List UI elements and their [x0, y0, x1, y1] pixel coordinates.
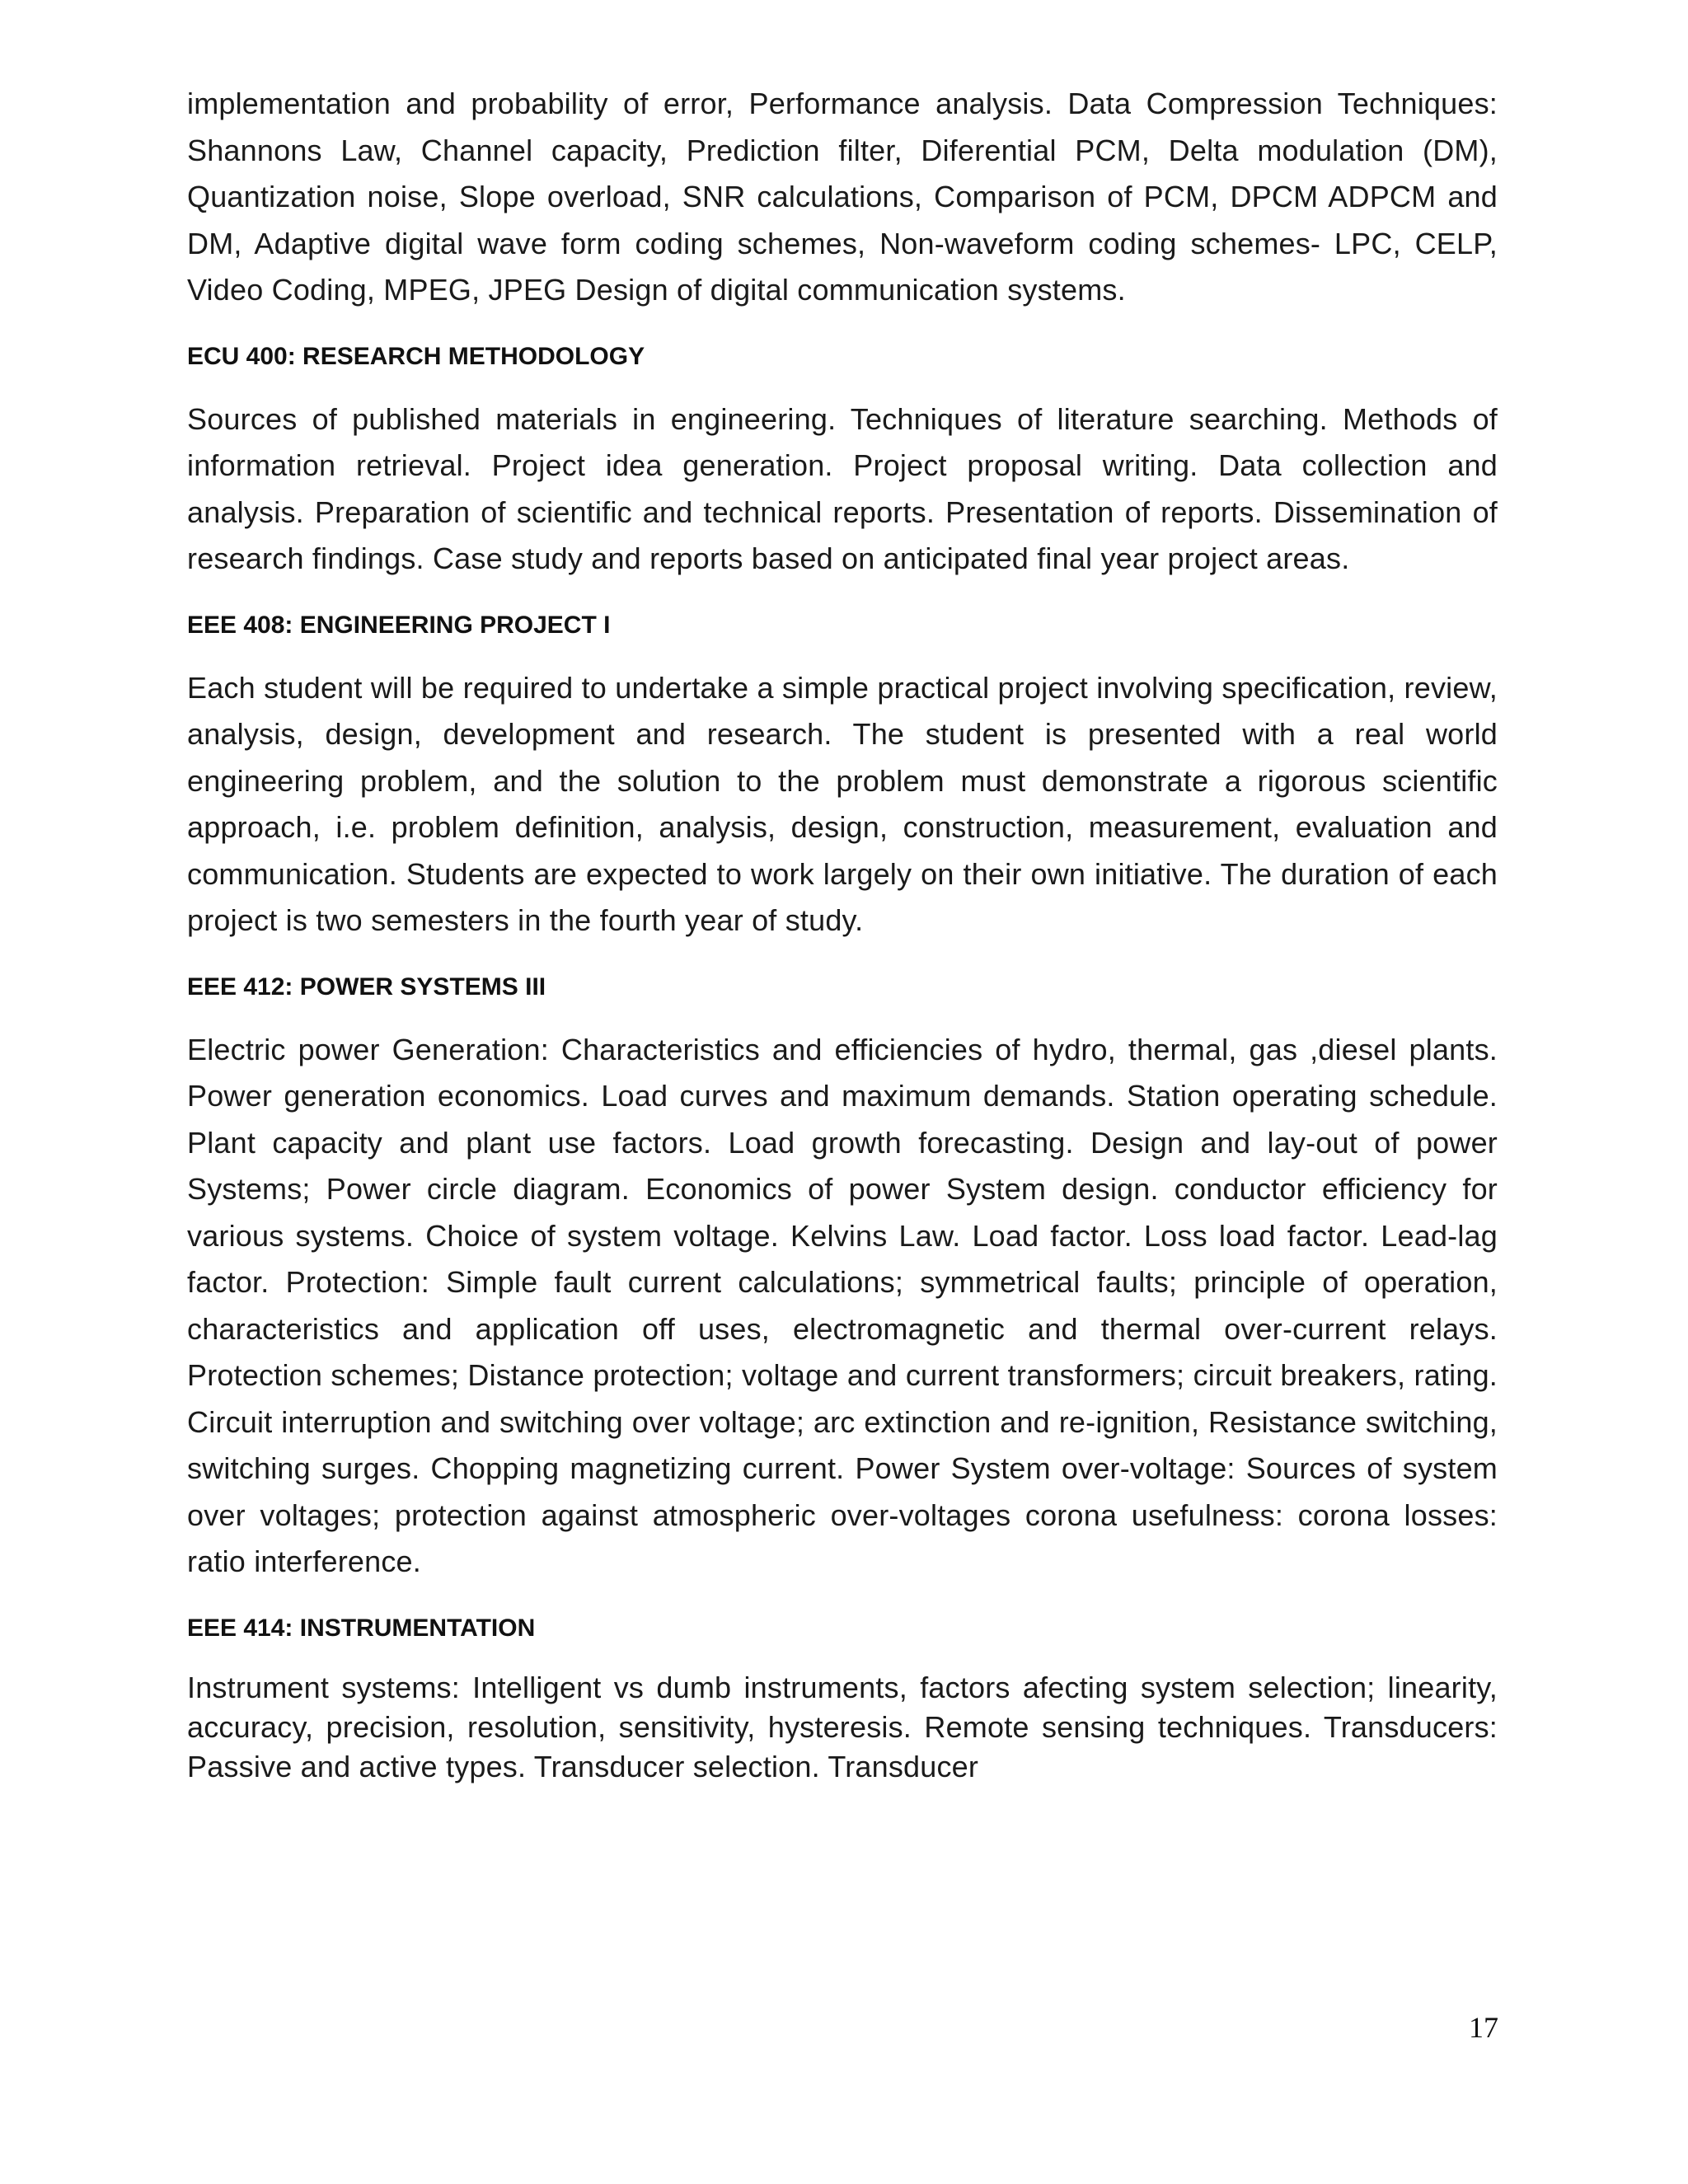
intro-paragraph: implementation and probability of error, Performance analysis. Data Compression Techniques: Shannons Law, Channel capacity, Prediction filter, Diferential PCM, Delta modulation (DM), Quantization noise, Slope overload, SNR calculations, Comparison of PCM, DPCM ADPCM and DM, Adaptive digital wave form coding schemes, Non-waveform coding schemes- LPC, CELP, Video Coding, MPEG, JPEG Design of digital communication systems. [187, 87, 1498, 307]
page-number: 17 [1469, 2011, 1498, 2044]
section-heading-instrumentation: EEE 414: INSTRUMENTATION [187, 1614, 536, 1642]
section-body-research-methodology: Sources of published materials in engineering. Techniques of literature searching. Methods of information retrieval. Project idea generation. Project proposal writing. Data collection and analysis. Preparation of scientific and technical reports. Presentation of reports. Dissemination of research findings. Case study and reports based on anticipated final year project areas. [187, 401, 1498, 575]
section-heading-power-systems: EEE 412: POWER SYSTEMS III [187, 972, 546, 1001]
section-body-instrumentation: Instrument systems: Intelligent vs dumb instruments, factors afecting system selection; linearity, accuracy, precision, resolution, sensitivity, hysteresis. Remote sensing techniques. Transducers: Passive and active types. Transducer selection. Transducer [187, 1670, 1498, 1783]
section-heading-engineering-project: EEE 408: ENGINEERING PROJECT I [187, 611, 611, 639]
page-content [187, 81, 1498, 1787]
section-heading-research-methodology: ECU 400: RESEARCH METHODOLOGY [187, 342, 645, 370]
section-body-power-systems: Electric power Generation: Characteristics and efficiencies of hydro, thermal, gas ,diesel plants. Power generation economics. Load curves and maximum demands. Station operating schedule. Plant capacity and plant use factors. Load growth forecasting. Design and lay-out of power Systems; Power circle diagram. Economics of power System design. conductor efficiency for various systems. Choice of system voltage. Kelvins Law. Load factor. Loss load factor. Lead-lag factor. Protection: Simple fault current calculations; symmetrical faults; principle of operation, characteristics and application off uses, electromagnetic and thermal over-current relays. Protection schemes; Distance protection; voltage and current transformers; circuit breakers, rating. Circuit interruption and switching over voltage; arc extinction and re-ignition, Resistance switching, switching surges. Chopping magnetizing current. Power System over-voltage: Sources of system over voltages; protection against atmospheric over-voltages corona usefulness: corona losses: ratio interference. [187, 1032, 1498, 1578]
section-body-engineering-project: Each student will be required to undertake a simple practical project involving specification, review, analysis, design, development and research. The student is presented with a real world engineering problem, and the solution to the problem must demonstrate a rigorous scientific approach, i.e. problem definition, analysis, design, construction, measurement, evaluation and communication. Students are expected to work largely on their own initiative. The duration of each project is two semesters in the fourth year of study. [187, 670, 1498, 937]
